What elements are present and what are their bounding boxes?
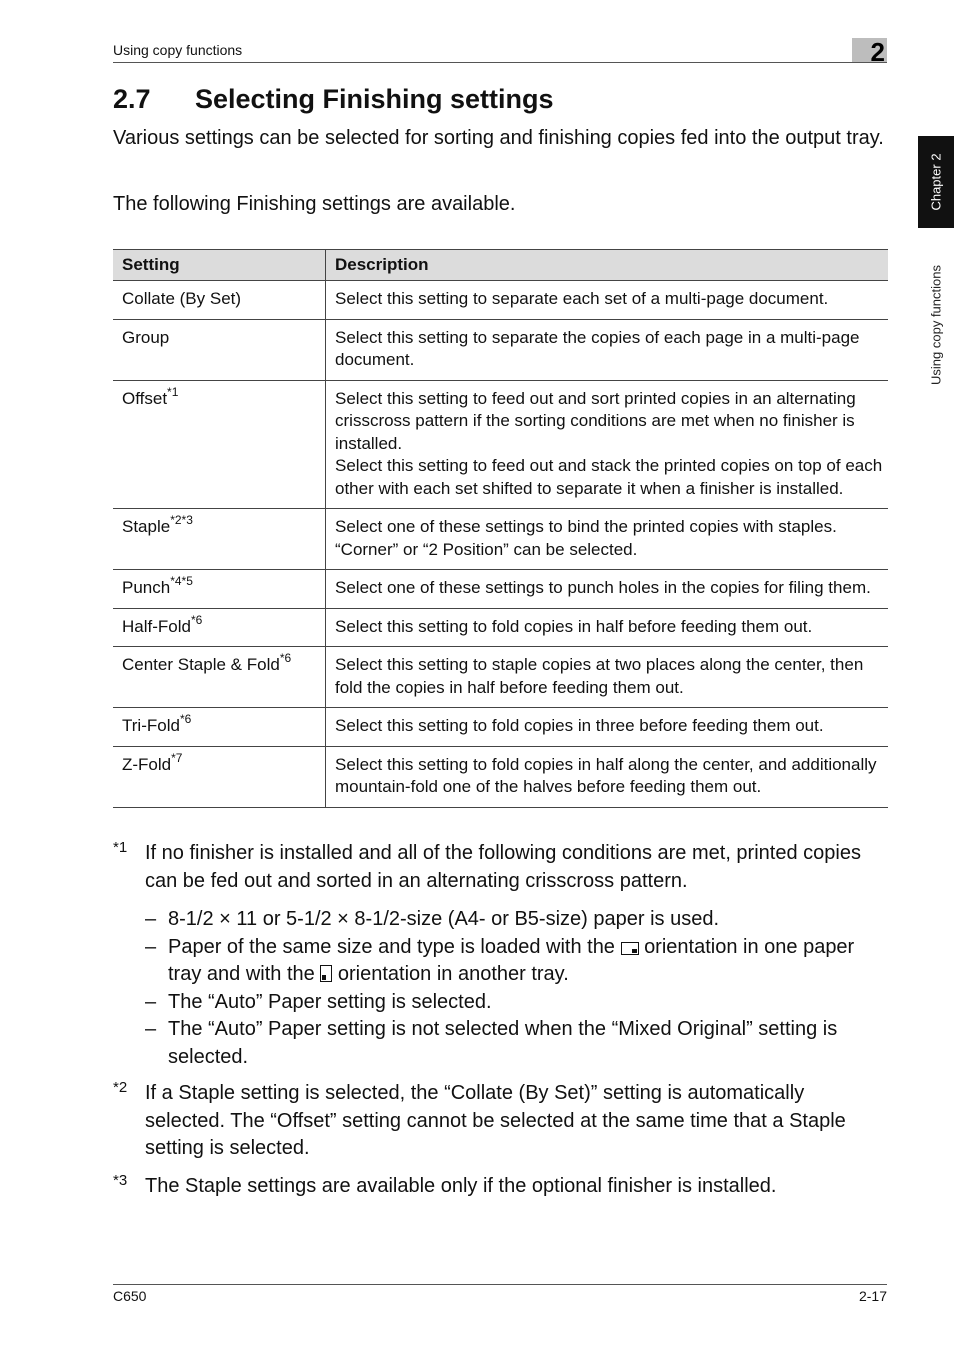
table-header-setting: Setting	[113, 250, 326, 281]
section-number: 2.7	[113, 84, 151, 114]
list-item: – Paper of the same size and type is loaded with the orientation in one paper tray and with the orientation in another tray.	[145, 935, 855, 985]
dash-marker: –	[145, 935, 157, 958]
header-running-title: Using copy functions	[113, 42, 243, 58]
description-cell: Select this setting to separate the copies of each page in a multi-page document.	[326, 319, 889, 380]
condition-list	[145, 906, 887, 1071]
description-cell: Select one of these settings to bind the printed copies with staples. “Corner” or “2 Position” can be selected.	[326, 509, 889, 570]
table-row	[113, 509, 888, 570]
footnote-2	[113, 1080, 887, 1163]
footnote-ref: *6	[190, 612, 203, 627]
intro-paragraph-2: The following Finishing settings are available.	[113, 193, 516, 215]
setting-cell: Punch$^{*4*5}$	[113, 570, 326, 609]
description-cell: Select this setting to staple copies at two places along the center, then fold the copies in half before feeding them out.	[326, 647, 889, 708]
footer-rule	[113, 1284, 887, 1285]
section-side-label	[918, 245, 954, 405]
list-item: – The “Auto” Paper setting is not selected when the “Mixed Original” setting is selected.	[145, 1018, 838, 1068]
description-cell: Select this setting to separate each set of a multi-page document.	[326, 281, 889, 320]
dash-marker: –	[145, 908, 157, 930]
footnote-ref: *4*5	[170, 574, 193, 588]
intro-paragraph: Various settings can be selected for sorting and finishing copies fed into the output tray.	[113, 127, 884, 149]
footnote-1	[113, 840, 887, 895]
header-rule	[113, 62, 887, 63]
setting-cell: Offset$^{*1}$	[113, 380, 326, 509]
footnote-3	[113, 1173, 887, 1201]
finishing-settings-table	[113, 249, 888, 808]
table-header-row	[113, 250, 888, 281]
chapter-number-box	[852, 37, 887, 67]
chapter-side-tab[interactable]	[918, 136, 954, 228]
table-row	[113, 281, 888, 320]
setting-cell: Center Staple & Fold$^{*6}$	[113, 647, 326, 708]
portrait-orientation-icon	[320, 965, 332, 982]
footnote-ref: *6	[279, 651, 292, 665]
table-row	[113, 608, 888, 647]
footnote-ref: *7	[171, 750, 183, 765]
footnote-ref: *1	[167, 384, 179, 399]
footer-page-number: 2-17	[858, 1288, 887, 1304]
list-item: – 8-1/2 × 11 or 5-1/2 × 8-1/2-size (A4- or B5-size) paper is used.	[145, 906, 887, 934]
footnote-ref: *2*3	[170, 513, 193, 527]
footnote-1-text: If no finisher is installed and all of the following conditions are met, printed copies can be fed out and sorted in an alternating crisscross pattern.	[145, 842, 861, 892]
table-row	[113, 746, 888, 807]
table-row	[113, 708, 888, 747]
description-cell: Select this setting to fold copies in half before feeding them out.	[326, 608, 889, 647]
table-row	[113, 647, 888, 708]
table-row	[113, 380, 888, 509]
list-item: – The “Auto” Paper setting is selected.	[145, 989, 887, 1017]
description-cell: Select this setting to fold copies in three before feeding them out.	[326, 708, 889, 747]
table-row	[113, 570, 888, 609]
setting-cell: Group	[113, 319, 326, 380]
footnote-3-mark: *3	[113, 1172, 128, 1189]
setting-cell: Half-Fold$^{*6}$	[113, 608, 326, 647]
dash-marker: –	[145, 990, 157, 1013]
chapter-side-tab-label: Chapter 2	[928, 153, 944, 211]
footnote-2-text: If a Staple setting is selected, the “Collate (By Set)” setting is automatically selected. The “Offset” setting cannot be selected at the same time that a Staple setting is selected.	[145, 1082, 846, 1159]
setting-cell: Tri-Fold$^{*6}$	[113, 708, 326, 747]
section-side-label-text: Using copy functions	[928, 265, 944, 385]
landscape-orientation-icon	[621, 942, 639, 955]
table-row	[113, 319, 888, 380]
section-title	[113, 84, 554, 115]
description-cell: Select one of these settings to punch holes in the copies for filing them.	[326, 570, 889, 609]
setting-cell: Staple$^{*2*3}$	[113, 509, 326, 570]
chapter-number: 2	[870, 37, 885, 67]
footnote-2-mark: *2	[113, 1079, 128, 1096]
footnote-1-mark: *1	[113, 839, 128, 856]
dash-marker: –	[145, 1018, 157, 1040]
setting-cell: Z-Fold$^{*7}$	[113, 746, 326, 807]
description-cell: Select this setting to feed out and sort printed copies in an alternating crisscross pattern if the sorting conditions are met when no finisher is installed. Select this setting to feed out and stack the printed copies on top of each other with each set shifted to separate it when a finisher is installed.	[326, 380, 889, 509]
table-header-description: Description	[326, 250, 889, 281]
description-cell: Select this setting to fold copies in half along the center, and additionally mountain-fold one of the halves before feeding them out.	[326, 746, 889, 807]
footnote-3-text: The Staple settings are available only if the optional finisher is installed.	[145, 1175, 777, 1197]
footnote-ref: *6	[179, 712, 192, 726]
setting-cell: Collate (By Set)	[113, 281, 326, 320]
section-title-text: Selecting Finishing settings	[195, 84, 554, 114]
footer-model: C650	[113, 1288, 147, 1304]
